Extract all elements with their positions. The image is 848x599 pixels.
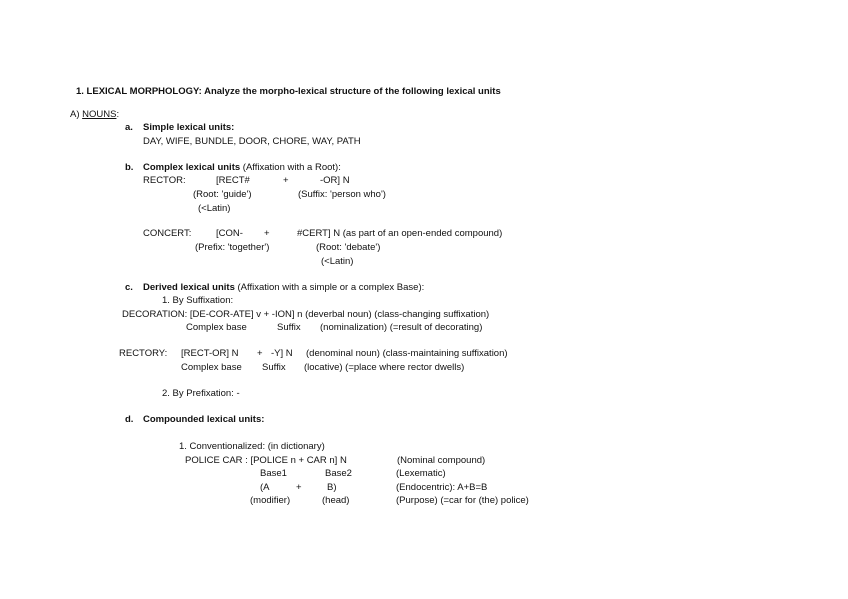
concert-part1: [CON- (216, 228, 243, 239)
rectory-base: Complex base (181, 362, 242, 373)
police-car-plus: + (296, 482, 302, 493)
rectory-word: RECTORY: (119, 348, 168, 359)
concert-plus: + (264, 228, 270, 239)
decoration-suffix: Suffix (277, 322, 301, 333)
section-a-heading (70, 109, 119, 121)
rector-part2: -OR] N (320, 175, 350, 186)
section-a-prefix: A) (70, 109, 83, 120)
item-c-letter: c. (125, 282, 133, 293)
police-car-type3: (Endocentric): A+B=B (396, 482, 488, 493)
concert-root-gloss: (Root: 'debate') (316, 242, 381, 253)
decoration-base: Complex base (186, 322, 247, 333)
item-b-note: (Affixation with a Root): (240, 162, 341, 173)
item-b-letter: b. (125, 162, 134, 173)
police-car-type2: (Lexematic) (396, 468, 446, 479)
item-d-letter: d. (125, 414, 134, 425)
rectory-plus: + (257, 348, 263, 359)
rectory-part2: -Y] N (271, 348, 293, 359)
item-b-heading (143, 162, 341, 174)
police-car-type4: (Purpose) (=car for (the) police) (396, 495, 529, 506)
conventionalized: 1. Conventionalized: (in dictionary) (179, 441, 325, 452)
rectory-note: (denominal noun) (class-maintaining suffixation) (306, 348, 508, 359)
item-c-note: (Affixation with a simple or a complex Base): (234, 282, 425, 293)
decoration-line: DECORATION: [DE-COR-ATE] v + -ION] n (deverbal noun) (class-changing suffixation) (122, 309, 490, 320)
police-car-a: (A (260, 482, 270, 493)
rectory-note2: (locative) (=place where rector dwells) (304, 362, 465, 373)
police-car-base1: Base1 (260, 468, 287, 479)
by-suffixation: 1. By Suffixation: (162, 295, 234, 306)
decoration-note: (nominalization) (=result of decorating) (320, 322, 483, 333)
concert-word: CONCERT: (143, 228, 192, 239)
concert-origin: (<Latin) (321, 256, 354, 267)
page-heading: 1. LEXICAL MORPHOLOGY: Analyze the morpho-lexical structure of the following lexical units (76, 86, 501, 97)
simple-units-list: DAY, WIFE, BUNDLE, DOOR, CHORE, WAY, PATH (143, 136, 361, 147)
rector-root-gloss: (Root: 'guide') (193, 189, 252, 200)
by-prefixation: 2. By Prefixation: - (162, 388, 240, 399)
concert-prefix-gloss: (Prefix: 'together') (195, 242, 270, 253)
section-a-colon: : (116, 109, 120, 120)
item-c-title: Derived lexical units (143, 282, 235, 293)
rector-word: RECTOR: (143, 175, 186, 186)
rectory-part1: [RECT-OR] N (181, 348, 239, 359)
rectory-suffix: Suffix (262, 362, 286, 373)
rector-origin: (<Latin) (198, 203, 231, 214)
section-a-label: NOUNS (82, 109, 117, 120)
rector-suffix-gloss: (Suffix: 'person who') (298, 189, 386, 200)
police-car-modifier: (modifier) (250, 495, 291, 506)
concert-part2: #CERT] N (as part of an open-ended compound) (297, 228, 503, 239)
police-car-type1: (Nominal compound) (397, 455, 486, 466)
item-a-title: Simple lexical units: (143, 122, 235, 133)
rector-part1: [RECT# (216, 175, 250, 186)
police-car-head: (head) (322, 495, 350, 506)
police-car-base2: Base2 (325, 468, 352, 479)
item-d-title: Compounded lexical units: (143, 414, 265, 425)
item-c-heading (143, 282, 424, 294)
item-b-title: Complex lexical units (143, 162, 241, 173)
police-car-b: B) (327, 482, 337, 493)
rector-plus: + (283, 175, 289, 186)
police-car-line: POLICE CAR : [POLICE n + CAR n] N (185, 455, 347, 466)
item-a-letter: a. (125, 122, 133, 133)
